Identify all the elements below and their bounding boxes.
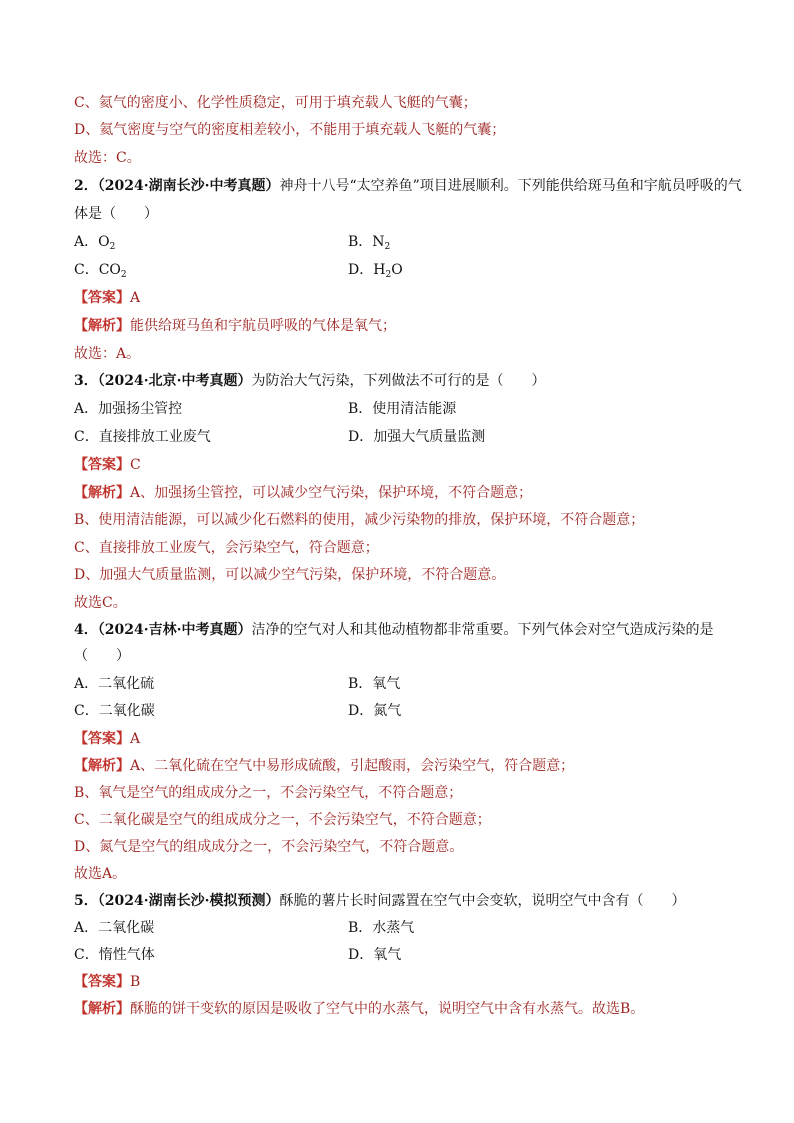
- q5-option-d: D．氧气: [348, 947, 402, 963]
- q3-conclusion: 故选C。: [74, 595, 127, 611]
- q4-stem-cont: （ ）: [74, 648, 130, 664]
- q5-stem-text: 酥脆的薯片长时间露置在空气中会变软，说明空气中含有（ ）: [279, 893, 686, 909]
- q4-analysis-a: 【解析】A、二氧化硫在空气中易形成硫酸，引起酸雨，会污染空气，符合题意；: [74, 758, 575, 774]
- q3-analysis-d: D、加强大气质量监测，可以减少空气污染，保护环境，不符合题意。: [74, 567, 506, 583]
- answer-label: 【答案】: [74, 457, 130, 473]
- q5-stem: [74, 891, 685, 911]
- q3-option-c: C．直接排放工业废气: [74, 429, 211, 445]
- q3-answer: [74, 455, 141, 475]
- q4-stem-text: 洁净的空气对人和其他动植物都非常重要。下列气体会对空气造成污染的是: [251, 622, 714, 638]
- answer-label: 【答案】: [74, 290, 130, 306]
- q2-option-a: A．$O_2$: [74, 234, 116, 252]
- q5-option-b: B．水蒸气: [348, 920, 415, 936]
- q3-option-a: A．加强扬尘管控: [74, 401, 183, 417]
- answer-label: 【答案】: [74, 974, 130, 990]
- q4-answer: [74, 729, 140, 749]
- answer-label: 【答案】: [74, 731, 130, 747]
- q4-conclusion: 故选A。: [74, 866, 127, 882]
- q2-answer-value: A: [130, 290, 141, 306]
- q2-stem-text: 神舟十八号“太空养鱼”项目进展顺利。下列能供给斑马鱼和宇航员呼吸的气: [279, 178, 742, 194]
- q2-stem: [74, 176, 742, 196]
- q2-analysis-text: 能供给斑马鱼和宇航员呼吸的气体是氧气；: [130, 318, 396, 334]
- q2-answer: [74, 288, 140, 308]
- q4-source: （2024·吉林·中考真题）: [97, 622, 252, 638]
- q4-option-a: A．二氧化硫: [74, 676, 155, 692]
- q4-option-c: C．二氧化碳: [74, 703, 155, 719]
- q3-number: 3．: [74, 373, 98, 389]
- q3-option-d: D．加强大气质量监测: [348, 429, 486, 445]
- q4-number: 4．: [74, 622, 98, 638]
- q2-analysis: [74, 316, 396, 336]
- q5-answer: [74, 972, 140, 992]
- analysis-label: 【解析】: [74, 485, 130, 501]
- q2-number: 2．: [74, 178, 98, 194]
- analysis-label: 【解析】: [74, 758, 130, 774]
- q5-option-a: A．二氧化碳: [74, 920, 155, 936]
- q2-option-d: D．$H_2O$: [348, 262, 403, 280]
- prev-analysis-d: D、氦气密度与空气的密度相差较小，不能用于填充载人飞艇的气囊；: [74, 122, 506, 138]
- q4-option-d: D．氮气: [348, 703, 402, 719]
- q5-number: 5．: [74, 893, 98, 909]
- q5-analysis-text: 酥脆的饼干变软的原因是吸收了空气中的水蒸气，说明空气中含有水蒸气。故选B。: [130, 1001, 645, 1017]
- q3-source: （2024·北京·中考真题）: [97, 373, 252, 389]
- q4-answer-value: A: [130, 731, 141, 747]
- q2-conclusion: 故选：A。: [74, 346, 141, 362]
- q2-option-b: B．$N_2$: [348, 234, 391, 252]
- prev-conclusion: 故选：C。: [74, 150, 141, 166]
- q4-analysis-c: C、二氧化碳是空气的组成成分之一，不会污染空气，不符合题意；: [74, 812, 491, 828]
- q2-stem-cont: 体是（ ）: [74, 206, 158, 222]
- q5-answer-value: B: [130, 974, 141, 990]
- q5-option-c: C．惰性气体: [74, 947, 155, 963]
- q2-source: （2024·湖南长沙·中考真题）: [97, 178, 280, 194]
- q3-analysis-b: B、使用清洁能源，可以减少化石燃料的使用，减少污染物的排放，保护环境，不符合题意；: [74, 512, 645, 528]
- analysis-label: 【解析】: [74, 1001, 130, 1017]
- q3-stem-text: 为防治大气污染，下列做法不可行的是（ ）: [251, 373, 546, 389]
- q4-analysis-d: D、氮气是空气的组成成分之一，不会污染空气，不符合题意。: [74, 839, 464, 855]
- q4-stem: [74, 620, 713, 640]
- q3-option-b: B．使用清洁能源: [348, 401, 457, 417]
- q3-stem: [74, 371, 545, 391]
- q4-option-b: B．氧气: [348, 676, 401, 692]
- q5-analysis: [74, 999, 644, 1019]
- analysis-label: 【解析】: [74, 318, 130, 334]
- prev-analysis-c: C、氦气的密度小、化学性质稳定，可用于填充载人飞艇的气囊；: [74, 95, 477, 111]
- q3-answer-value: C: [130, 457, 141, 473]
- q4-analysis-b: B、氧气是空气的组成成分之一，不会污染空气，不符合题意；: [74, 785, 463, 801]
- q3-analysis-c: C、直接排放工业废气，会污染空气，符合题意；: [74, 540, 379, 556]
- q3-analysis-a: 【解析】A、加强扬尘管控，可以减少空气污染，保护环境，不符合题意；: [74, 485, 533, 501]
- q2-option-c: C．$CO_2$: [74, 262, 127, 280]
- q5-source: （2024·湖南长沙·模拟预测）: [97, 893, 280, 909]
